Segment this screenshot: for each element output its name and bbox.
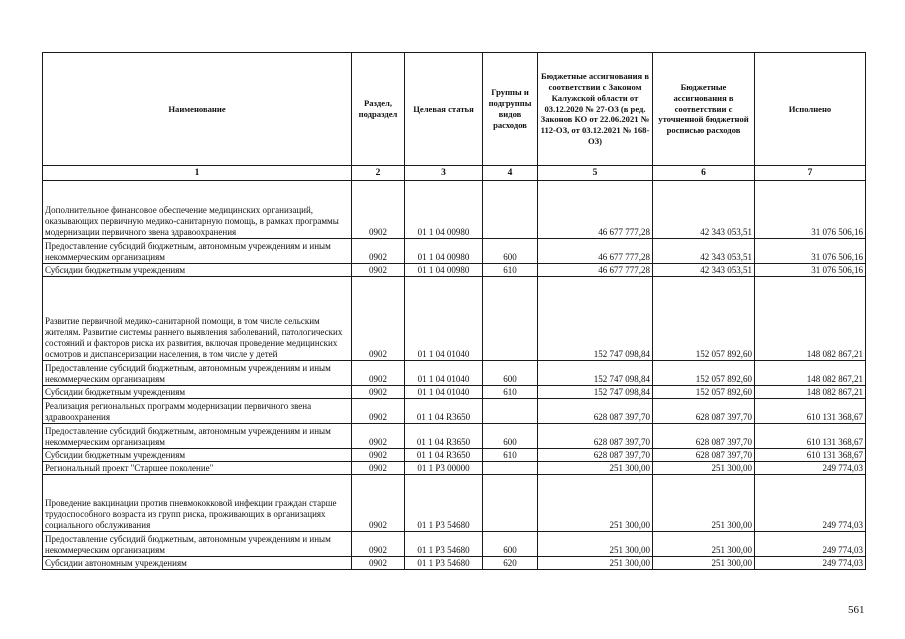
table-row — [43, 449, 866, 462]
row-name: Субсидии бюджетным учреждениям — [43, 449, 352, 462]
row-name: Предоставление субсидий бюджетным, автономным учреждениям и иным некоммерческим организациям — [43, 424, 352, 449]
row-alloc-refined: 628 087 397,70 — [653, 424, 755, 449]
row-section: 0902 — [352, 557, 405, 570]
row-article: 01 1 04 00980 — [405, 239, 483, 264]
row-alloc-refined: 628 087 397,70 — [653, 449, 755, 462]
row-alloc-refined: 251 300,00 — [653, 557, 755, 570]
row-executed: 31 076 506,16 — [755, 239, 866, 264]
column-number: 1 — [43, 166, 352, 181]
row-group: 610 — [483, 264, 538, 277]
row-alloc-law: 251 300,00 — [538, 557, 653, 570]
row-group — [483, 181, 538, 239]
row-group — [483, 462, 538, 475]
header-group: Группы и подгруппы видов расходов — [483, 53, 538, 166]
row-alloc-law: 628 087 397,70 — [538, 424, 653, 449]
row-executed: 249 774,03 — [755, 532, 866, 557]
table-row — [43, 399, 866, 424]
column-number: 6 — [653, 166, 755, 181]
row-executed: 31 076 506,16 — [755, 181, 866, 239]
row-alloc-refined: 251 300,00 — [653, 462, 755, 475]
table-row — [43, 264, 866, 277]
row-section: 0902 — [352, 449, 405, 462]
row-name: Предоставление субсидий бюджетным, автономным учреждениям и иным некоммерческим организациям — [43, 239, 352, 264]
row-alloc-refined: 42 343 053,51 — [653, 239, 755, 264]
row-executed: 610 131 368,67 — [755, 424, 866, 449]
column-number: 7 — [755, 166, 866, 181]
row-article: 01 1 P3 54680 — [405, 532, 483, 557]
row-section: 0902 — [352, 424, 405, 449]
table-row — [43, 475, 866, 532]
row-article: 01 1 04 01040 — [405, 361, 483, 386]
header-alloc-law: Бюджетные ассигнования в соответствии с Законом Калужской области от 03.12.2020 № 27-ОЗ (в ред. Законов КО от 22.06.2021 № 112-ОЗ, от 03.12.2021 № 168-ОЗ) — [538, 53, 653, 166]
row-executed: 31 076 506,16 — [755, 264, 866, 277]
row-name: Дополнительное финансовое обеспечение медицинских организаций, оказывающих первичную медико-санитарную помощь, в рамках программы модернизации первичного звена здравоохранения — [43, 181, 352, 239]
row-group — [483, 475, 538, 532]
row-alloc-refined: 42 343 053,51 — [653, 181, 755, 239]
table-row — [43, 462, 866, 475]
row-executed: 148 082 867,21 — [755, 277, 866, 361]
row-alloc-law: 628 087 397,70 — [538, 449, 653, 462]
row-alloc-law: 628 087 397,70 — [538, 399, 653, 424]
row-alloc-refined: 628 087 397,70 — [653, 399, 755, 424]
row-article: 01 1 04 R3650 — [405, 399, 483, 424]
row-name: Предоставление субсидий бюджетным, автономным учреждениям и иным некоммерческим организациям — [43, 532, 352, 557]
header-section: Раздел, подраздел — [352, 53, 405, 166]
header-executed: Исполнено — [755, 53, 866, 166]
row-name: Субсидии бюджетным учреждениям — [43, 264, 352, 277]
row-article: 01 1 04 R3650 — [405, 449, 483, 462]
row-article: 01 1 04 00980 — [405, 181, 483, 239]
row-group — [483, 399, 538, 424]
row-section: 0902 — [352, 532, 405, 557]
row-executed: 610 131 368,67 — [755, 449, 866, 462]
row-executed: 249 774,03 — [755, 557, 866, 570]
row-name: Региональный проект "Старшее поколение" — [43, 462, 352, 475]
row-section: 0902 — [352, 399, 405, 424]
row-group: 600 — [483, 424, 538, 449]
table-body — [43, 166, 866, 570]
table-row — [43, 557, 866, 570]
row-group: 610 — [483, 386, 538, 399]
row-article: 01 1 04 R3650 — [405, 424, 483, 449]
column-number: 3 — [405, 166, 483, 181]
row-section: 0902 — [352, 181, 405, 239]
row-name: Субсидии автономным учреждениям — [43, 557, 352, 570]
row-group: 600 — [483, 532, 538, 557]
row-executed: 249 774,03 — [755, 462, 866, 475]
row-executed: 610 131 368,67 — [755, 399, 866, 424]
row-article: 01 1 P3 00000 — [405, 462, 483, 475]
row-section: 0902 — [352, 239, 405, 264]
table-row — [43, 532, 866, 557]
header-alloc-refined: Бюджетные ассигнования в соответствии с уточненной бюджетной росписью расходов — [653, 53, 755, 166]
table-row — [43, 424, 866, 449]
row-article: 01 1 P3 54680 — [405, 475, 483, 532]
row-executed: 148 082 867,21 — [755, 361, 866, 386]
row-alloc-refined: 42 343 053,51 — [653, 264, 755, 277]
column-number: 4 — [483, 166, 538, 181]
row-name: Развитие первичной медико-санитарной помощи, в том числе сельским жителям. Развитие системы раннего выявления заболеваний, патологических состояний и факторов риска их развития, включая проведение медицинских осмотров и диспансеризации населения, в том числе у детей — [43, 277, 352, 361]
row-group — [483, 277, 538, 361]
column-number: 2 — [352, 166, 405, 181]
row-section: 0902 — [352, 361, 405, 386]
table-row — [43, 277, 866, 361]
row-section: 0902 — [352, 475, 405, 532]
row-article: 01 1 P3 54680 — [405, 557, 483, 570]
row-executed: 148 082 867,21 — [755, 386, 866, 399]
row-section: 0902 — [352, 462, 405, 475]
row-alloc-refined: 152 057 892,60 — [653, 277, 755, 361]
row-alloc-law: 152 747 098,84 — [538, 277, 653, 361]
page-number: 561 — [848, 604, 865, 616]
row-section: 0902 — [352, 264, 405, 277]
row-section: 0902 — [352, 386, 405, 399]
row-executed: 249 774,03 — [755, 475, 866, 532]
table-row — [43, 181, 866, 239]
row-name: Проведение вакцинации против пневмококковой инфекции граждан старше трудоспособного возраста из групп риска, проживающих в организациях социального обслуживания — [43, 475, 352, 532]
table-row — [43, 361, 866, 386]
row-group: 600 — [483, 239, 538, 264]
row-section: 0902 — [352, 277, 405, 361]
row-article: 01 1 04 00980 — [405, 264, 483, 277]
row-alloc-law: 251 300,00 — [538, 532, 653, 557]
row-article: 01 1 04 01040 — [405, 386, 483, 399]
row-name: Реализация региональных программ модернизации первичного звена здравоохранения — [43, 399, 352, 424]
header-article: Целевая статья — [405, 53, 483, 166]
row-alloc-refined: 251 300,00 — [653, 532, 755, 557]
row-alloc-law: 251 300,00 — [538, 475, 653, 532]
row-alloc-law: 46 677 777,28 — [538, 264, 653, 277]
row-alloc-law: 46 677 777,28 — [538, 181, 653, 239]
row-name: Субсидии бюджетным учреждениям — [43, 386, 352, 399]
row-alloc-law: 251 300,00 — [538, 462, 653, 475]
row-alloc-law: 46 677 777,28 — [538, 239, 653, 264]
table-row — [43, 386, 866, 399]
header-name: Наименование — [43, 53, 352, 166]
budget-table — [42, 52, 866, 570]
row-group: 600 — [483, 361, 538, 386]
row-article: 01 1 04 01040 — [405, 277, 483, 361]
row-name: Предоставление субсидий бюджетным, автономным учреждениям и иным некоммерческим организациям — [43, 361, 352, 386]
row-alloc-refined: 152 057 892,60 — [653, 361, 755, 386]
table-row — [43, 239, 866, 264]
row-alloc-law: 152 747 098,84 — [538, 386, 653, 399]
row-alloc-refined: 251 300,00 — [653, 475, 755, 532]
row-group: 610 — [483, 449, 538, 462]
column-number-row — [43, 166, 866, 181]
row-group: 620 — [483, 557, 538, 570]
column-number: 5 — [538, 166, 653, 181]
row-alloc-refined: 152 057 892,60 — [653, 386, 755, 399]
row-alloc-law: 152 747 098,84 — [538, 361, 653, 386]
table-header — [43, 53, 866, 166]
